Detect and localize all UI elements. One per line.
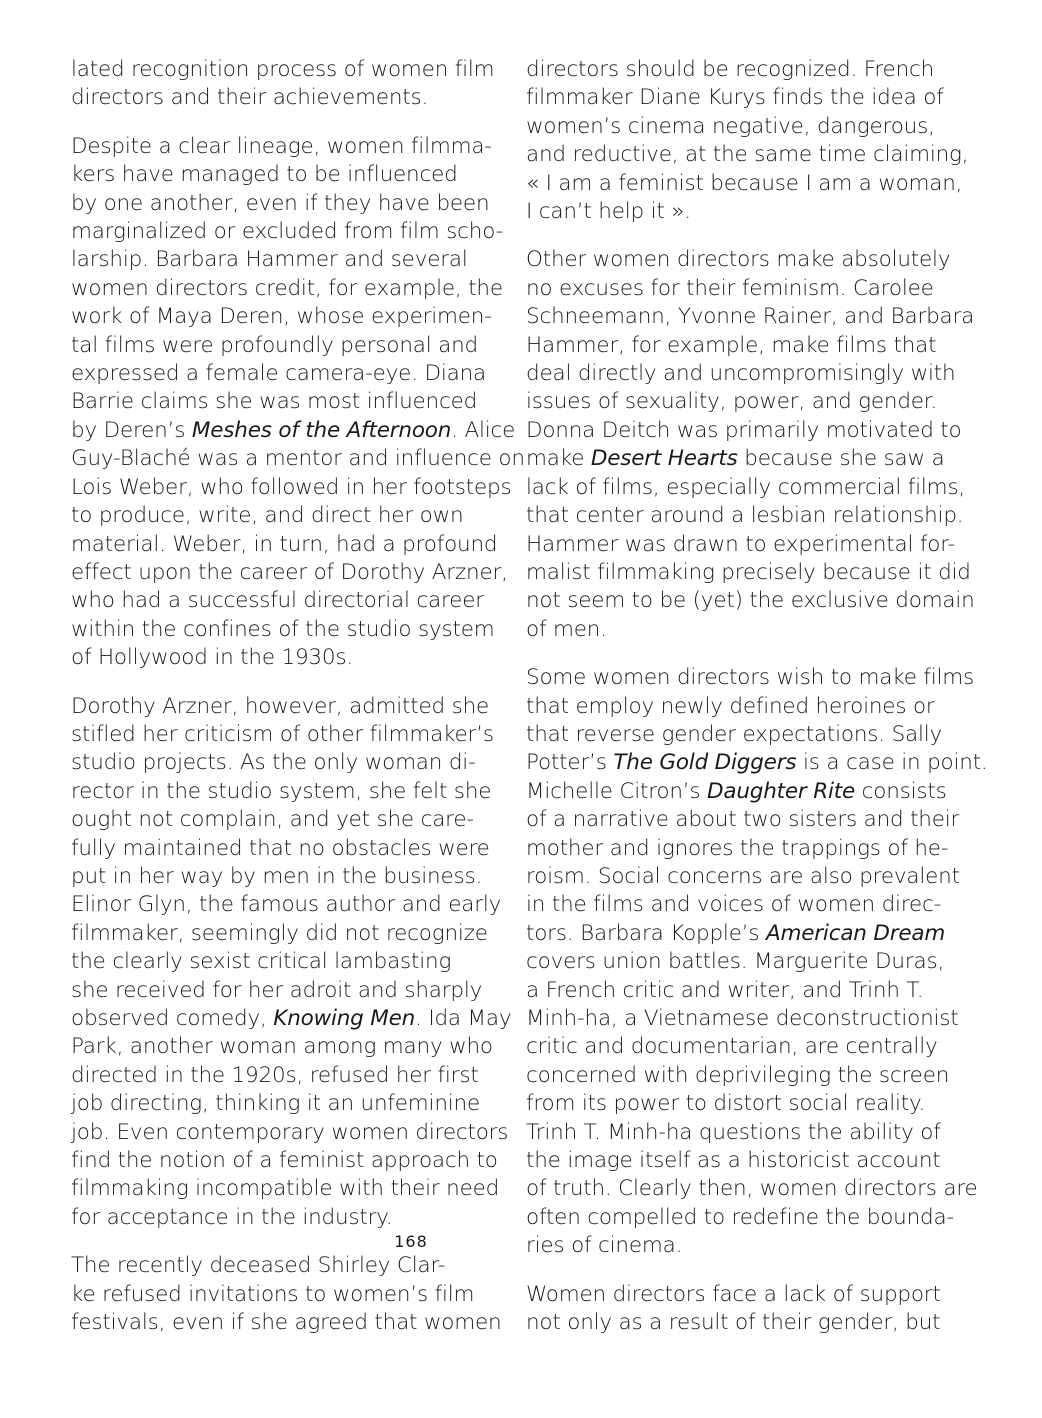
text-line: Dorothy Arzner, however, admitted she <box>71 693 490 719</box>
text-line: Barrie claims she was most influenced <box>71 389 478 415</box>
text-line: of men. <box>526 616 607 642</box>
text-line: and reductive, at the same time claiming, <box>526 142 969 168</box>
text-line: women directors credit, for example, the <box>71 275 503 301</box>
text-line: ought not complain, and yet she care- <box>71 807 474 833</box>
text-line: roism. Social concerns are also prevalent <box>526 863 960 889</box>
paragraph <box>71 693 511 1233</box>
text-line: for acceptance in the industry. <box>71 1204 393 1230</box>
text-line: Despite a clear lineage, women filmma- <box>71 133 492 159</box>
text-line: Donna Deitch was primarily motivated to <box>526 417 962 443</box>
text-line: observed comedy, Knowing Men. Ida May <box>71 1006 512 1031</box>
text-line: not only as a result of their gender, but <box>526 1310 941 1336</box>
text-line: festivals, even if she agreed that women <box>71 1310 502 1336</box>
text-line: Minh-ha, a Vietnamese deconstructionist <box>526 1006 959 1031</box>
text-line: the clearly sexist critical lambasting <box>71 949 452 975</box>
text-line: rector in the studio system, she felt she <box>71 778 492 804</box>
text-line: from its power to distort social reality. <box>526 1091 926 1117</box>
text-line: filmmaker Diane Kurys finds the idea of <box>526 85 944 111</box>
text-line: filmmaker, seemingly did not recognize <box>71 920 488 946</box>
text-line: Some women directors wish to make films <box>526 665 975 691</box>
text-line: Other women directors make absolutely <box>526 247 951 273</box>
paragraph <box>71 56 511 113</box>
text-line: by Deren’s Meshes of the Afternoon. Alice <box>71 417 516 443</box>
text-line: marginalized or excluded from film scho- <box>71 219 504 245</box>
text-line: often compelled to redefine the bounda- <box>526 1204 954 1230</box>
italic-title: American Dream <box>766 920 946 946</box>
italic-title: Desert Hearts <box>590 446 738 472</box>
left-text-column <box>71 56 525 1357</box>
text-line: tors. Barbara Kopple’s American Dream <box>526 920 946 946</box>
text-line: she received for her adroit and sharply <box>71 977 483 1003</box>
text-line: Guy-Blaché was a mentor and influence on <box>71 446 525 472</box>
paragraph <box>526 246 975 644</box>
text-line: kers have managed to be influenced <box>71 162 458 188</box>
text-line: of truth. Clearly then, women directors are <box>526 1176 978 1202</box>
text-line: fully maintained that no obstacles were <box>71 835 490 861</box>
text-line: tal films were profoundly personal and <box>71 332 478 358</box>
text-line: issues of sexuality, power, and gender. <box>526 389 938 415</box>
text-line: put in her way by men in the business. <box>71 863 483 889</box>
text-line: larship. Barbara Hammer and several <box>71 247 468 273</box>
text-line: lated recognition process of women film <box>71 57 495 82</box>
text-line: deal directly and uncompromisingly with <box>526 361 956 387</box>
text-line: The recently deceased Shirley Clar- <box>71 1253 446 1279</box>
text-line: concerned with deprivileging the screen <box>526 1062 950 1088</box>
text-line: work of Maya Deren, whose experimen- <box>71 304 492 330</box>
text-line: women’s cinema negative, dangerous, <box>526 113 935 139</box>
text-line: of a narrative about two sisters and their <box>526 807 960 833</box>
italic-title: The Gold Diggers <box>613 750 797 776</box>
paragraph <box>526 56 969 226</box>
text-line: job. Even contemporary women directors <box>71 1119 509 1145</box>
text-line: Michelle Citron’s Daughter Rite consists <box>526 778 947 804</box>
text-line: no excuses for their feminism. Carolee <box>526 275 934 301</box>
text-line: lack of films, especially commercial films, <box>526 474 966 500</box>
text-line: I can’t help it ». <box>526 199 691 225</box>
text-line: covers union battles. Marguerite Duras, <box>526 949 945 975</box>
text-line: job directing, thinking it an unfeminine <box>71 1091 480 1117</box>
right-text-column <box>526 56 988 1357</box>
paragraph <box>71 1252 511 1337</box>
text-line: stifled her criticism of other filmmaker’s <box>71 721 494 747</box>
text-line: within the confines of the studio system <box>71 616 495 642</box>
text-line: find the notion of a feminist approach to <box>71 1148 498 1174</box>
text-line: that reverse gender expectations. Sally <box>526 721 943 747</box>
text-line: critic and documentarian, are centrally <box>526 1034 938 1060</box>
text-line: of Hollywood in the 1930s. <box>71 645 354 671</box>
text-line: malist filmmaking precisely because it did <box>526 559 971 585</box>
text-line: a French critic and writer, and Trinh T. <box>526 977 924 1003</box>
text-line: ries of cinema. <box>526 1233 683 1259</box>
text-line: « I am a feminist because I am a woman, <box>526 170 963 196</box>
text-line: directed in the 1920s, refused her first <box>71 1062 479 1088</box>
text-line: that center around a lesbian relationship. <box>526 503 964 529</box>
text-line: effect upon the career of Dorothy Arzner, <box>71 559 508 585</box>
italic-title: Daughter Rite <box>707 778 855 804</box>
italic-title: Meshes of the Afternoon <box>191 417 452 443</box>
text-line: Trinh T. Minh-ha questions the ability of <box>526 1119 941 1145</box>
text-line: directors and their achievements. <box>71 85 429 111</box>
text-line: who had a successful directorial career <box>71 588 484 614</box>
text-line: Elinor Glyn, the famous author and early <box>71 892 502 918</box>
text-line: Women directors face a lack of support <box>526 1281 941 1307</box>
text-line: Potter’s The Gold Diggers is a case in point. <box>526 750 988 776</box>
italic-title: Knowing Men <box>273 1006 416 1031</box>
text-line: mother and ignores the trappings of he- <box>526 835 949 861</box>
text-line: make Desert Hearts because she saw a <box>526 446 945 472</box>
text-line: the image itself as a historicist account <box>526 1148 941 1174</box>
text-line: expressed a female camera-eye. Diana <box>71 361 486 387</box>
paragraph <box>71 133 525 673</box>
paragraph <box>526 1281 966 1338</box>
text-line: in the films and voices of women direc- <box>526 892 942 918</box>
text-line: that employ newly defined heroines or <box>526 693 935 719</box>
text-line: by one another, even if they have been <box>71 190 490 216</box>
text-line: Schneemann, Yvonne Rainer, and Barbara <box>526 304 975 330</box>
text-line: material. Weber, in turn, had a profound <box>71 531 498 557</box>
text-line: studio projects. As the only woman di- <box>71 750 476 776</box>
text-line: to produce, write, and direct her own <box>71 503 464 529</box>
text-line: Hammer was drawn to experimental for- <box>526 531 956 557</box>
text-line: not seem to be (yet) the exclusive domain <box>526 588 975 614</box>
text-line: Hammer, for example, make films that <box>526 332 937 358</box>
text-line: ke refused invitations to women’s film <box>71 1281 475 1307</box>
paragraph <box>526 664 988 1261</box>
text-line: Lois Weber, who followed in her footsteps <box>71 474 512 500</box>
text-line: directors should be recognized. French <box>526 57 935 82</box>
text-line: Park, another woman among many who <box>71 1034 493 1060</box>
page-number: 168 <box>394 1232 428 1251</box>
text-line: filmmaking incompatible with their need <box>71 1176 500 1202</box>
